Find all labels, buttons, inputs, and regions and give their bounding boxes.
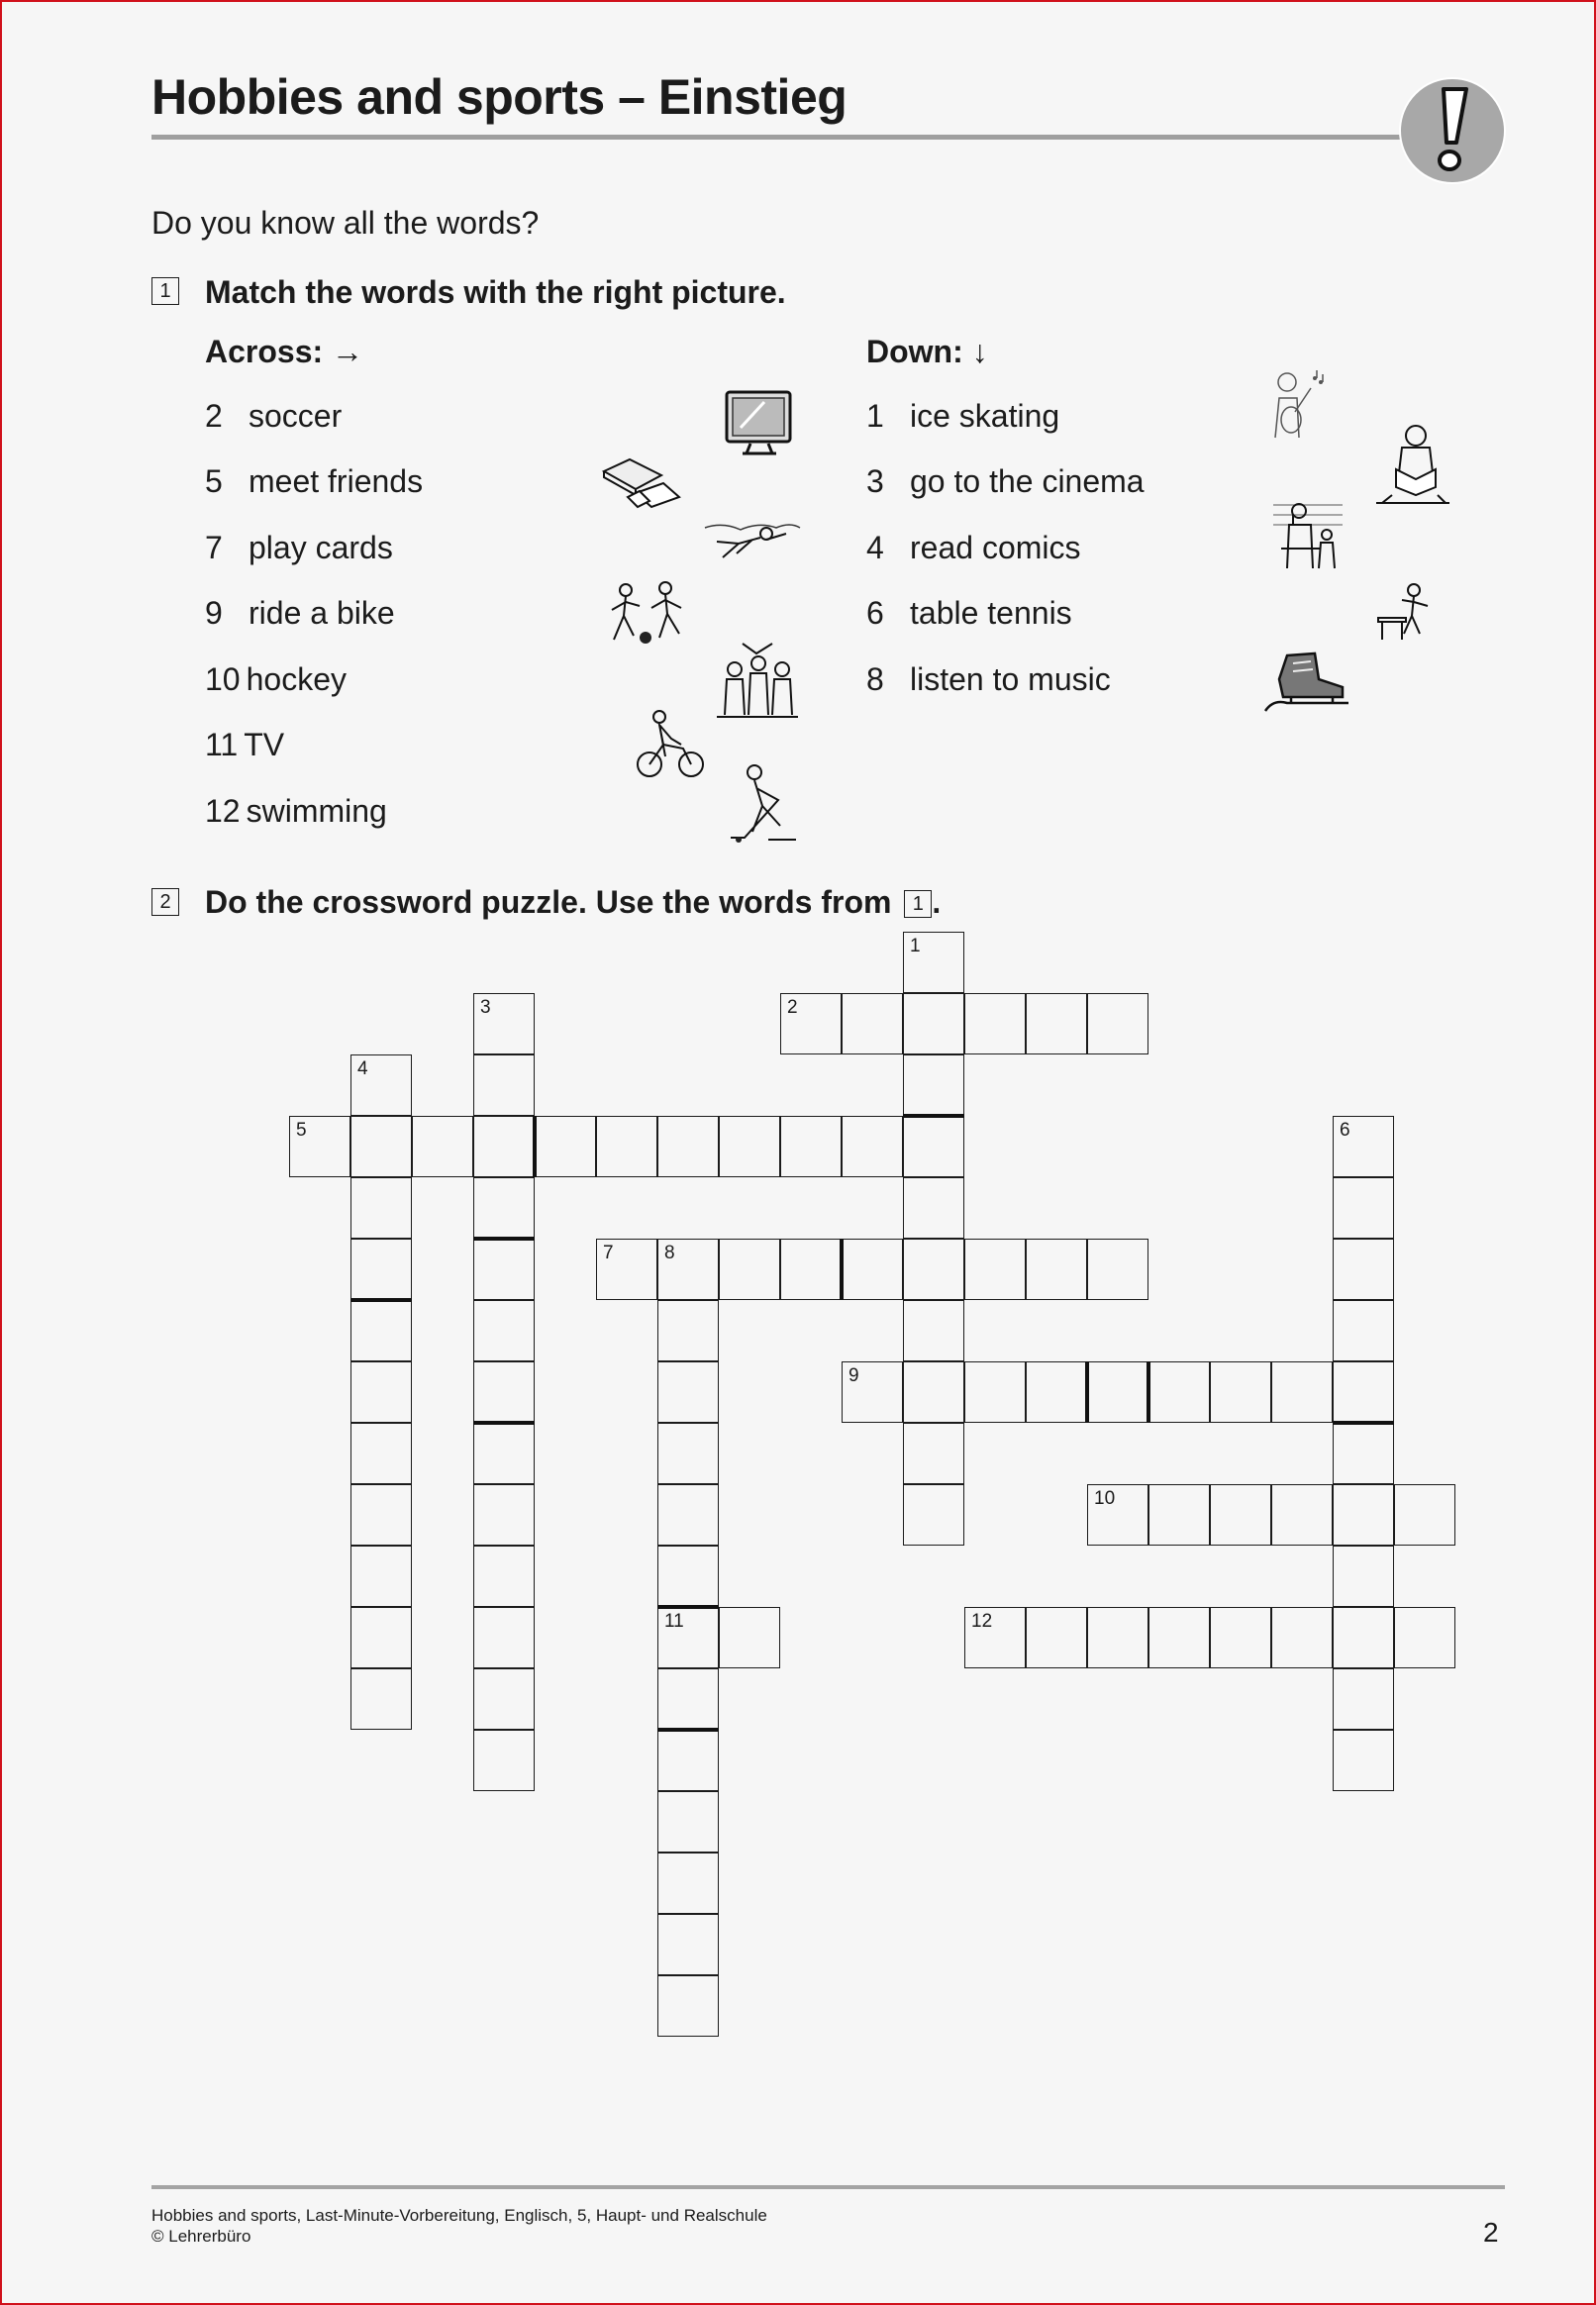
crossword-cell[interactable] bbox=[350, 1484, 412, 1546]
crossword-cell[interactable] bbox=[350, 1361, 412, 1423]
crossword-cell[interactable] bbox=[1271, 1361, 1333, 1423]
crossword-cell[interactable] bbox=[1333, 1484, 1394, 1546]
crossword-cell[interactable] bbox=[780, 993, 842, 1054]
crossword-cell[interactable] bbox=[473, 993, 535, 1054]
crossword-cell[interactable] bbox=[842, 1361, 903, 1423]
crossword-cell[interactable] bbox=[1333, 1423, 1394, 1484]
footer-divider bbox=[151, 2185, 1505, 2189]
crossword-cell[interactable] bbox=[350, 1177, 412, 1239]
crossword-cell[interactable] bbox=[903, 1116, 964, 1177]
crossword-cell[interactable] bbox=[780, 1239, 842, 1300]
crossword-cell[interactable] bbox=[473, 1054, 535, 1116]
clue-down: 1 ice skating bbox=[866, 398, 1060, 434]
crossword-cell[interactable] bbox=[1333, 1116, 1394, 1177]
crossword-cell[interactable] bbox=[1148, 1361, 1210, 1423]
crossword-cell[interactable] bbox=[1210, 1484, 1271, 1546]
clue-down: 4 read comics bbox=[866, 530, 1081, 565]
crossword-cell[interactable] bbox=[473, 1177, 535, 1239]
crossword-cell[interactable] bbox=[350, 1239, 412, 1300]
crossword-cell[interactable] bbox=[842, 1116, 903, 1177]
crossword-cell[interactable] bbox=[903, 993, 964, 1054]
crossword-cell[interactable] bbox=[657, 1668, 719, 1730]
task2-instruction-text: Do the crossword puzzle. Use the words from bbox=[205, 884, 892, 920]
crossword-cell[interactable] bbox=[964, 1607, 1026, 1668]
crossword-cell[interactable] bbox=[964, 1239, 1026, 1300]
clue-down: 3 go to the cinema bbox=[866, 463, 1145, 499]
clue-down: 8 listen to music bbox=[866, 661, 1111, 697]
crossword-cell[interactable] bbox=[903, 932, 964, 993]
across-heading: Across: → bbox=[205, 334, 364, 369]
crossword-cell-number: 12 bbox=[971, 1611, 993, 1632]
crossword-cell-number: 7 bbox=[603, 1243, 614, 1263]
crossword-cell[interactable] bbox=[719, 1239, 780, 1300]
word-separator bbox=[840, 1239, 844, 1300]
crossword-cell[interactable] bbox=[473, 1484, 535, 1546]
word-separator bbox=[1085, 1361, 1089, 1423]
crossword-cell[interactable] bbox=[473, 1239, 535, 1300]
intro-text: Do you know all the words? bbox=[151, 205, 540, 241]
crossword-cell-number: 4 bbox=[357, 1058, 368, 1079]
crossword-cell[interactable] bbox=[903, 1054, 964, 1116]
crossword-cell[interactable] bbox=[903, 1484, 964, 1546]
down-heading: Down: ↓ bbox=[866, 334, 988, 369]
crossword-cell[interactable] bbox=[350, 1668, 412, 1730]
word-separator bbox=[533, 1116, 537, 1177]
crossword-cell-number: 11 bbox=[664, 1611, 684, 1632]
clue-across: 9 ride a bike bbox=[205, 595, 395, 631]
crossword-cell[interactable] bbox=[473, 1361, 535, 1423]
crossword-cell[interactable] bbox=[350, 1054, 412, 1116]
clue-down: 6 table tennis bbox=[866, 595, 1072, 631]
word-separator bbox=[473, 1237, 535, 1241]
crossword-cell[interactable] bbox=[842, 1239, 903, 1300]
crossword-cell[interactable] bbox=[657, 1607, 719, 1668]
crossword-cell[interactable] bbox=[1271, 1484, 1333, 1546]
crossword-cell-number: 10 bbox=[1094, 1488, 1116, 1509]
crossword-cell[interactable] bbox=[1087, 993, 1148, 1054]
crossword-cell[interactable] bbox=[719, 1607, 780, 1668]
crossword-cell[interactable] bbox=[1148, 1607, 1210, 1668]
crossword-cell[interactable] bbox=[1026, 1607, 1087, 1668]
crossword-cell[interactable] bbox=[657, 1730, 719, 1791]
word-separator bbox=[1147, 1361, 1150, 1423]
crossword-cell[interactable] bbox=[964, 993, 1026, 1054]
crossword-cell[interactable] bbox=[657, 1423, 719, 1484]
crossword-cell[interactable] bbox=[1394, 1484, 1455, 1546]
crossword-cell[interactable] bbox=[657, 1546, 719, 1607]
crossword-cell[interactable] bbox=[473, 1546, 535, 1607]
crossword-cell[interactable] bbox=[1087, 1607, 1148, 1668]
crossword-cell[interactable] bbox=[657, 1239, 719, 1300]
clue-across: 5 meet friends bbox=[205, 463, 424, 499]
crossword-cell[interactable] bbox=[1333, 1361, 1394, 1423]
crossword-cell[interactable] bbox=[657, 1300, 719, 1361]
crossword-cell[interactable] bbox=[657, 1975, 719, 2037]
crossword-cell[interactable] bbox=[350, 1300, 412, 1361]
crossword-cell-number: 5 bbox=[296, 1120, 307, 1141]
crossword-cell[interactable] bbox=[657, 1914, 719, 1975]
clue-across: 12 swimming bbox=[205, 793, 387, 829]
crossword-cell[interactable] bbox=[657, 1116, 719, 1177]
crossword-cell[interactable] bbox=[842, 993, 903, 1054]
word-separator bbox=[473, 1421, 535, 1425]
crossword-cell[interactable] bbox=[903, 1300, 964, 1361]
crossword-cell[interactable] bbox=[780, 1116, 842, 1177]
crossword-cell-number: 3 bbox=[480, 997, 491, 1018]
page-number: 2 bbox=[1483, 2217, 1499, 2248]
crossword-cell[interactable] bbox=[1271, 1607, 1333, 1668]
crossword-cell[interactable] bbox=[535, 1116, 596, 1177]
crossword-cell-number: 6 bbox=[1340, 1120, 1350, 1141]
crossword-cell[interactable] bbox=[1394, 1607, 1455, 1668]
crossword-cell[interactable] bbox=[903, 1177, 964, 1239]
crossword-cell[interactable] bbox=[473, 1668, 535, 1730]
crossword-cell[interactable] bbox=[657, 1853, 719, 1914]
crossword-cell[interactable] bbox=[350, 1116, 412, 1177]
crossword-cell[interactable] bbox=[350, 1546, 412, 1607]
crossword-cell[interactable] bbox=[473, 1423, 535, 1484]
crossword-cell[interactable] bbox=[473, 1730, 535, 1791]
crossword-cell[interactable] bbox=[1333, 1300, 1394, 1361]
crossword-cell[interactable] bbox=[1210, 1607, 1271, 1668]
crossword-cell[interactable] bbox=[473, 1300, 535, 1361]
crossword-cell[interactable] bbox=[1333, 1730, 1394, 1791]
task1-number: 1 bbox=[151, 277, 179, 305]
crossword-cell[interactable] bbox=[412, 1116, 473, 1177]
crossword-cell[interactable] bbox=[903, 1239, 964, 1300]
crossword-cell[interactable] bbox=[1026, 1361, 1087, 1423]
clue-across: 7 play cards bbox=[205, 530, 393, 565]
crossword-cell-number: 1 bbox=[910, 936, 921, 956]
word-separator bbox=[903, 1114, 964, 1118]
crossword-cell[interactable] bbox=[657, 1791, 719, 1853]
crossword-cell[interactable] bbox=[1148, 1484, 1210, 1546]
crossword-cell[interactable] bbox=[719, 1116, 780, 1177]
footer-source: Hobbies and sports, Last-Minute-Vorbereitung, Englisch, 5, Haupt- und Realschule bbox=[151, 2206, 767, 2225]
word-separator bbox=[657, 1605, 719, 1609]
task-reference-box: 1 bbox=[904, 890, 932, 918]
crossword-cell[interactable] bbox=[1333, 1177, 1394, 1239]
crossword-cell[interactable] bbox=[1333, 1239, 1394, 1300]
crossword-cell-number: 2 bbox=[787, 997, 798, 1018]
crossword-cell[interactable] bbox=[350, 1423, 412, 1484]
crossword-cell[interactable] bbox=[1333, 1668, 1394, 1730]
crossword-cell[interactable] bbox=[350, 1607, 412, 1668]
crossword-cell[interactable] bbox=[1087, 1484, 1148, 1546]
crossword-cell[interactable] bbox=[657, 1361, 719, 1423]
crossword-cell[interactable] bbox=[1026, 993, 1087, 1054]
clue-across: 2 soccer bbox=[205, 398, 343, 434]
page-title: Hobbies and sports – Einstieg bbox=[151, 69, 848, 125]
crossword-cell[interactable] bbox=[903, 1361, 964, 1423]
word-separator bbox=[657, 1728, 719, 1732]
crossword-cell[interactable] bbox=[473, 1116, 535, 1177]
clue-across: 10 hockey bbox=[205, 661, 347, 697]
crossword-cell[interactable] bbox=[596, 1116, 657, 1177]
footer-copyright: © Lehrerbüro bbox=[151, 2227, 251, 2246]
crossword-cell[interactable] bbox=[1087, 1361, 1148, 1423]
crossword-cell-number: 8 bbox=[664, 1243, 675, 1263]
task2-period: . bbox=[932, 884, 942, 920]
clue-across: 11 TV bbox=[205, 727, 285, 762]
crossword-cell[interactable] bbox=[596, 1239, 657, 1300]
crossword-cell[interactable] bbox=[657, 1484, 719, 1546]
word-separator bbox=[350, 1298, 412, 1302]
crossword-cell-number: 9 bbox=[848, 1365, 859, 1386]
crossword-cell[interactable] bbox=[1333, 1607, 1394, 1668]
crossword-cell[interactable] bbox=[1026, 1239, 1087, 1300]
crossword-cell[interactable] bbox=[289, 1116, 350, 1177]
task1-instruction: Match the words with the right picture. bbox=[205, 274, 786, 310]
crossword-cell[interactable] bbox=[1087, 1239, 1148, 1300]
crossword-cell[interactable] bbox=[1210, 1361, 1271, 1423]
crossword-cell[interactable] bbox=[1333, 1546, 1394, 1607]
crossword-cell[interactable] bbox=[903, 1423, 964, 1484]
crossword-cell[interactable] bbox=[964, 1361, 1026, 1423]
crossword-cell[interactable] bbox=[473, 1607, 535, 1668]
task2-number: 2 bbox=[151, 888, 179, 916]
word-separator bbox=[1333, 1421, 1394, 1425]
